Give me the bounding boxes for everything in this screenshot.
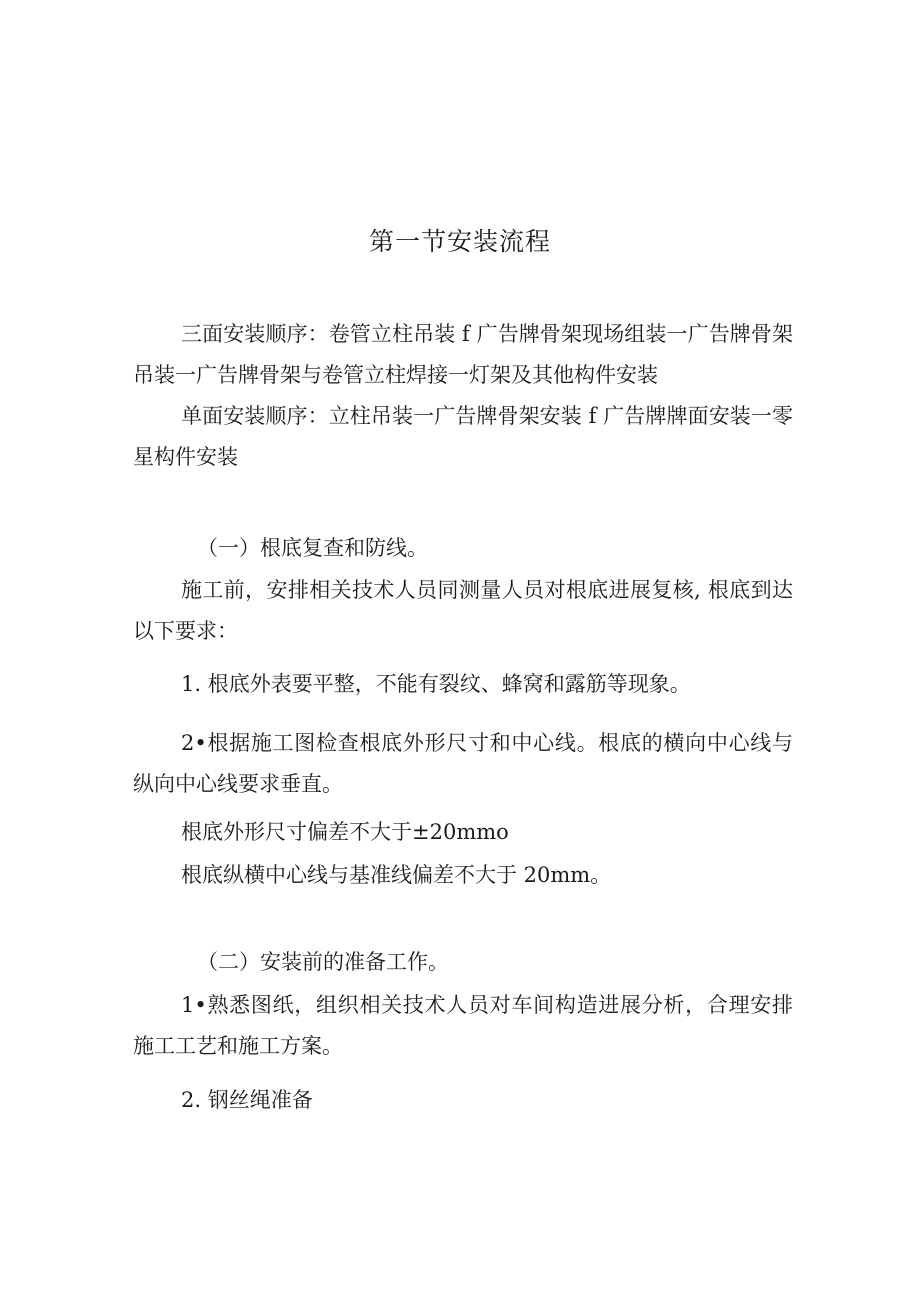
preparation-item-2: 2. 钢丝绳准备: [181, 1088, 313, 1112]
three-sided-install-sequence: 三面安装顺序：卷管立柱吊装 f 广告牌骨架现场组装一广告牌骨架吊装一广告牌骨架与卷管立柱焊接一灯架及其他构件安装: [133, 322, 793, 387]
subsection-heading-preparation: （二）安装前的准备工作。: [197, 950, 449, 974]
requirement-item-2: 2•根据施工图检查根底外形尺寸和中心线。根底的横向中心线与纵向中心线要求垂直。: [133, 731, 793, 796]
section-title: 第一节安装流程: [368, 227, 551, 256]
single-sided-install-sequence: 单面安装顺序：立柱吊装一广告牌骨架安装 f 广告牌牌面安装一零星构件安装: [133, 404, 793, 469]
dimension-tolerance-line: 根底外形尺寸偏差不大于±20mmo: [181, 820, 509, 844]
requirement-item-1: 1. 根底外表要平整，不能有裂纹、蜂窝和露筋等现象。: [181, 672, 691, 696]
preparation-item-1: 1•熟悉图纸，组织相关技术人员对车间构造进展分析，合理安排施工工艺和施工方案。: [133, 993, 793, 1058]
centerline-tolerance-line: 根底纵横中心线与基准线偏差不大于 20mm。: [181, 863, 612, 887]
subsection-heading-foundation: （一）根底复查和防线。: [197, 536, 428, 560]
foundation-review-paragraph: 施工前，安排相关技术人员同测量人员对根底进展复核, 根底到达以下要求：: [133, 578, 793, 643]
